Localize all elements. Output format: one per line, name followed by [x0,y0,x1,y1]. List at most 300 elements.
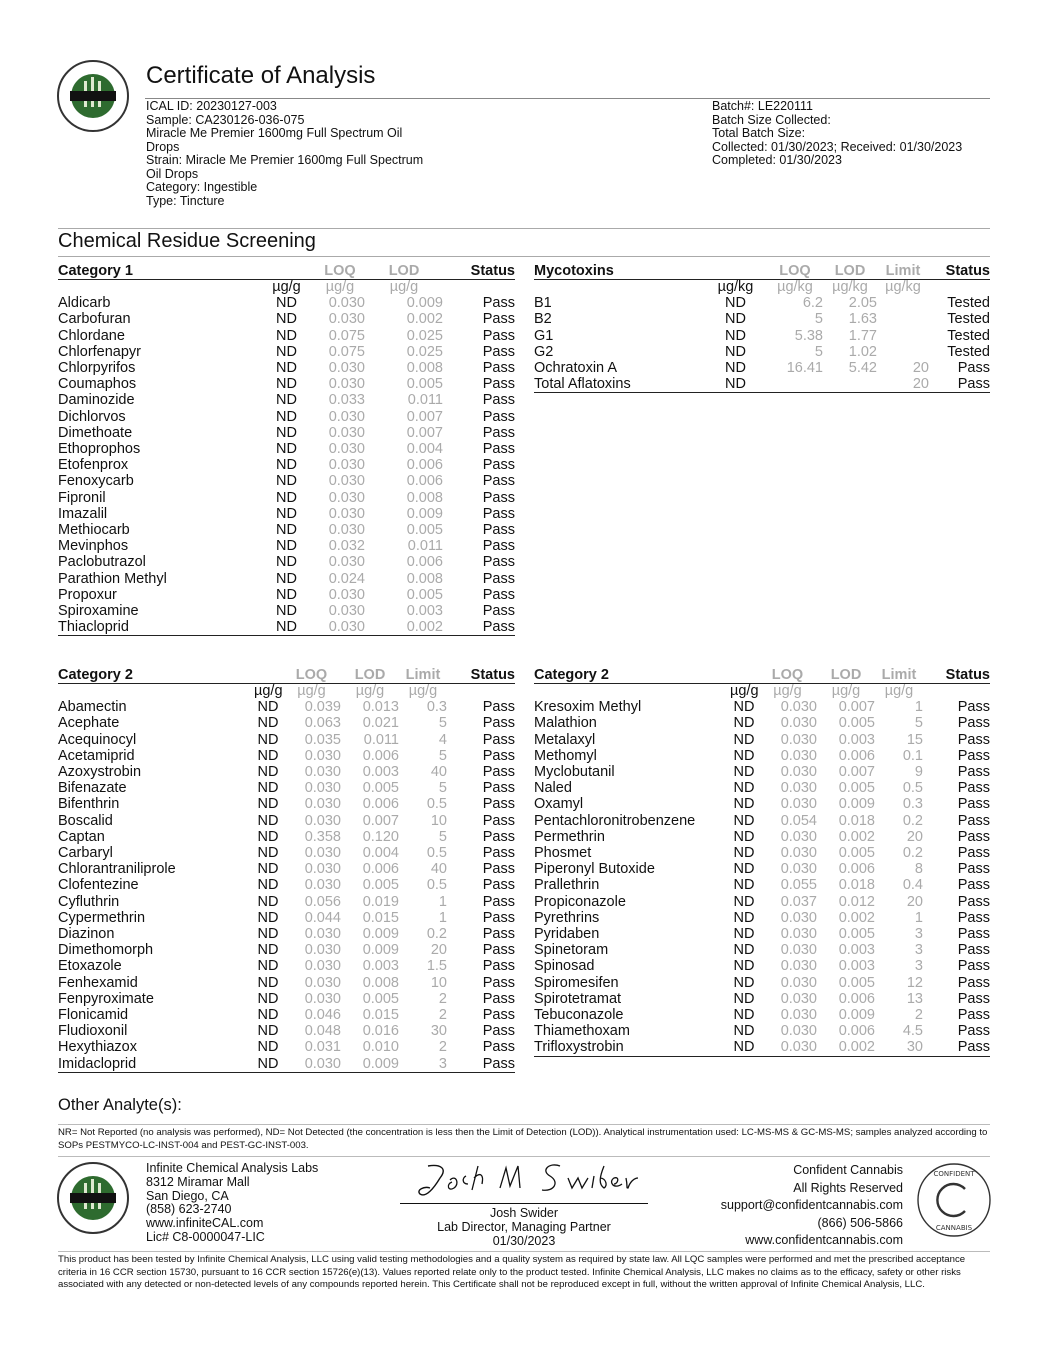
value-cell: ND [257,990,279,1007]
value-cell: 0.030 [328,311,365,328]
value-cell: 0.008 [362,974,399,991]
value-cell: 0.044 [304,909,341,926]
value-cell: Pass [957,747,990,764]
table-row [58,1023,515,1039]
analyte-name: Pyrethrins [534,909,600,926]
value-cell: 15 [906,731,923,748]
table-row [58,311,515,327]
value-cell: ND [254,1056,282,1073]
value-cell: 0.011 [407,538,443,555]
analyte-name: Ethoprophos [58,441,141,458]
table-row [534,295,990,311]
value-cell: 20 [430,942,447,959]
table-row [58,360,515,376]
table-row [58,796,515,812]
value-cell: ND [730,1039,758,1056]
value-cell: 0.004 [362,845,399,862]
value-cell: 0.030 [780,828,817,845]
column-header: Category 2 [58,667,254,684]
info-line: Completed: 01/30/2023 [712,153,842,167]
table-row [58,376,515,392]
value-cell: ND [733,699,755,716]
analyte-name: Diazinon [58,926,115,943]
table-row [58,328,515,344]
value-cell: ND [257,1007,279,1024]
value-cell: Pass [482,603,515,620]
value-cell: 0.008 [406,570,443,587]
value-cell: 0.007 [406,408,443,425]
table-row [534,829,990,845]
results-table [58,667,515,1073]
column-header: Status [923,667,990,684]
value-cell: ND [725,311,746,328]
analyte-name: Metalaxyl [534,731,596,748]
info-line: Miracle Me Premier 1600mg Full Spectrum Oil [146,126,403,140]
value-cell: 20 [906,893,923,910]
column-header: LOQ [315,263,365,280]
unit-cell [929,280,990,296]
lab-line: Infinite Chemical Analysis Labs [146,1161,319,1175]
value-cell: Pass [482,877,515,894]
value-cell: 0.030 [780,780,817,797]
analyte-name: Spiroxamine [58,603,139,620]
value-cell: 0.005 [838,974,875,991]
value-cell: 0.006 [838,990,875,1007]
value-cell: Pass [482,893,515,910]
value-cell: 0.025 [406,343,443,360]
value-cell: Tested [947,343,990,360]
value-cell: 0.031 [304,1039,341,1056]
value-cell: 0.030 [758,1039,817,1056]
table-row [58,1056,515,1073]
table-row [58,1007,515,1023]
value-cell: 1.63 [848,311,877,328]
value-cell: ND [733,764,755,781]
table-row [58,441,515,457]
analyte-name: Chlorpyrifos [58,360,136,377]
value-cell [877,295,929,311]
value-cell: 1.77 [848,327,877,344]
cc-line: Confident Cannabis [793,1163,903,1177]
table-row [534,344,990,360]
value-cell: 0.063 [304,715,341,732]
value-cell: Pass [957,1023,990,1040]
analyte-name: Imazalil [58,505,108,522]
value-cell: ND [257,861,279,878]
cc-line: (866) 506-5866 [817,1215,903,1230]
table-row [58,926,515,942]
table-row [58,490,515,506]
value-cell: ND [258,619,315,636]
value-cell: 0.012 [838,893,875,910]
table-row [58,619,515,636]
table-row [58,409,515,425]
value-cell: ND [257,1023,279,1040]
table-row [58,554,515,570]
value-cell: Pass [482,457,515,474]
value-cell: 5 [914,715,923,732]
value-cell: Pass [482,715,515,732]
signer-name: Josh Swider [489,1206,559,1220]
info-line: Collected: 01/30/2023; Received: 01/30/2023 [712,139,963,154]
analyte-name: Bifenthrin [58,796,120,813]
table-row [58,780,515,796]
value-cell: 0.009 [406,505,443,522]
other-analytes-title: Other Analyte(s): [58,1096,182,1114]
value-cell: 0.030 [780,699,817,716]
results-table [534,263,990,393]
value-cell: Pass [482,295,515,312]
mycotoxins-table [534,263,990,393]
analyte-name: Fludioxonil [58,1023,128,1040]
table-row [534,748,990,764]
analyte-name: Methomyl [534,747,597,764]
value-cell: 3 [914,958,923,975]
value-cell: ND [257,780,279,797]
value-cell: 16.41 [786,360,823,377]
analyte-name: Aldicarb [58,295,111,312]
table-row [534,813,990,829]
notes-bottom-divider [58,1156,990,1157]
analyte-name: Cyfluthrin [58,893,120,910]
value-cell: 0.030 [304,845,341,862]
value-cell: 10 [430,974,447,991]
value-cell: 0.030 [328,424,365,441]
unit-cell: µg/g [730,683,759,700]
value-cell: 0.015 [362,909,399,926]
value-cell: 0.030 [328,408,365,425]
value-cell: 0.046 [304,1007,341,1024]
value-cell: 0.007 [362,812,399,829]
value-cell: Pass [482,926,515,943]
column-header: Status [447,667,515,684]
analyte-name: Captan [58,828,105,845]
value-cell: ND [733,796,755,813]
analyte-name: Bifenazate [58,780,127,797]
value-cell: 20 [906,828,923,845]
column-header: Status [929,263,990,280]
info-line: Total Batch Size: [712,126,806,140]
value-cell: 0.3 [902,796,923,813]
value-cell: 5 [438,747,447,764]
value-cell: 0.030 [780,747,817,764]
analyte-name: Cypermethrin [58,909,146,926]
value-cell: ND [733,990,755,1007]
value-cell: 0.002 [817,1039,875,1056]
value-cell: 0.030 [780,731,817,748]
value-cell: 30 [430,1023,447,1040]
unit-cell: µg/kg [832,279,868,296]
sample-info [146,100,423,208]
table-row [58,732,515,748]
notes-text: NR= Not Reported (no analysis was performed), ND= Not Detected (the concentration is less then the Limit of Detection (LOD)). Analytical instrumentation used: LC-MS-MS & GC-MS-MS; samples analyzed according to SOPs PESTMYCO-LC-INST-004 and PEST-GC-INST-003. [58,1127,988,1151]
value-cell: 0.030 [328,441,365,458]
table-row [58,845,515,861]
value-cell: Tested [947,311,990,328]
value-cell: 0.003 [838,942,875,959]
table-row [534,845,990,861]
category2-table-left [58,667,515,1073]
unit-cell: µg/g [773,683,802,700]
cc-website-link[interactable]: www.confidentcannabis.com [745,1233,903,1247]
value-cell: 0.009 [406,295,443,312]
lab-website-link[interactable]: www.infiniteCAL.com [146,1216,264,1231]
value-cell: 0.030 [328,457,365,474]
table-row [534,796,990,812]
units-row [534,280,990,296]
unit-cell: µg/g [355,683,385,700]
value-cell: 0.030 [780,845,817,862]
column-header [704,263,767,280]
value-cell: 0.007 [406,424,443,441]
table-row [534,975,990,991]
value-cell: 0.030 [304,861,341,878]
value-cell: Pass [447,1056,515,1073]
table-row [534,861,990,877]
cc-email-link[interactable]: support@confidentcannabis.com [720,1198,903,1212]
value-cell: Pass [957,958,990,975]
value-cell: ND [257,942,279,959]
table-row [58,344,515,360]
value-cell [767,376,823,393]
value-cell: Pass [957,780,990,797]
value-cell: 0.004 [406,441,443,458]
value-cell: 0.002 [365,619,443,636]
value-cell: Pass [957,974,990,991]
value-cell: Pass [482,424,515,441]
value-cell: ND [257,812,279,829]
table-row [58,538,515,554]
value-cell: 0.010 [362,1039,399,1056]
value-cell: 0.033 [328,392,365,409]
value-cell: Pass [482,861,515,878]
value-cell: ND [733,780,755,797]
table-row [58,975,515,991]
value-cell: Pass [482,441,515,458]
value-cell [877,328,929,344]
value-cell: 0.018 [838,812,875,829]
info-line: Batch#: LE220111 [712,99,814,113]
value-cell: ND [276,343,297,360]
table-row [58,473,515,489]
value-cell: ND [257,747,279,764]
table-row [534,910,990,926]
analyte-name: Chlorfenapyr [58,343,142,360]
analyte-name: Parathion Methyl [58,570,167,587]
value-cell: 0.005 [838,715,875,732]
value-cell: Pass [923,1039,990,1056]
value-cell: 0.2 [426,926,447,943]
unit-cell [58,280,258,296]
value-cell: 0.030 [304,877,341,894]
value-cell: Pass [957,877,990,894]
analyte-name: Ochratoxin A [534,360,618,377]
svg-text:CANNABIS: CANNABIS [935,1224,973,1232]
info-line: Type: Tincture [146,193,225,208]
value-cell: ND [276,424,297,441]
table-row [534,991,990,1007]
value-cell: ND [733,828,755,845]
value-cell: 20 [877,376,929,393]
table-header [58,263,515,280]
lab-line: (858) 623-2740 [146,1202,232,1217]
value-cell: ND [276,603,297,620]
page-title: Certificate of Analysis [146,62,376,89]
value-cell: ND [725,360,746,377]
column-header: Category 2 [534,667,730,684]
signer-date: 01/30/2023 [492,1234,556,1248]
analyte-name: Coumaphos [58,376,137,393]
column-header [258,263,315,280]
value-cell: 0.006 [838,747,875,764]
table-row [534,732,990,748]
value-cell: 0.013 [362,699,399,716]
value-cell: 0.030 [780,909,817,926]
value-cell: 2.05 [848,295,877,312]
results-table [58,263,515,636]
table-header [534,263,990,280]
value-cell: Pass [482,958,515,975]
value-cell: ND [276,392,297,409]
analyte-name: Pentachloronitrobenzene [534,812,696,829]
value-cell: 0.016 [362,1023,399,1040]
value-cell: ND [276,360,297,377]
value-cell: 0.009 [838,796,875,813]
unit-cell: µg/kg [885,279,921,296]
analyte-name: Dimethoate [58,424,133,441]
column-header: LOQ [758,667,817,684]
value-cell: 5 [438,715,447,732]
signer-block [400,1206,648,1248]
value-cell: 2 [914,1007,923,1024]
value-cell: 20 [912,360,929,377]
info-line: Sample: CA230126-036-075 [146,112,305,127]
value-cell: 3 [914,926,923,943]
column-header [254,667,282,684]
units-row [534,684,990,700]
value-cell: 3 [399,1056,447,1073]
table-row [534,699,990,715]
svg-text:CONFIDENT: CONFIDENT [933,1170,975,1178]
value-cell: 0.003 [406,603,443,620]
table-row [58,699,515,715]
value-cell: Pass [482,845,515,862]
value-cell: 0.030 [780,764,817,781]
analyte-name: Piperonyl Butoxide [534,861,655,878]
results-table [534,667,990,1057]
signature [400,1158,648,1200]
table-row [534,877,990,893]
analyte-name: Paclobutrazol [58,554,146,571]
value-cell: 0.030 [304,780,341,797]
lab-address [146,1162,318,1245]
value-cell: ND [725,327,746,344]
value-cell: 1 [914,909,923,926]
value-cell: ND [257,764,279,781]
analyte-name: Mevinphos [58,538,129,555]
value-cell: 0.075 [328,343,365,360]
value-cell: 0.024 [328,570,365,587]
analyte-name: Prallethrin [534,877,600,894]
value-cell: 0.030 [304,796,341,813]
table-row [534,360,990,376]
table-row [58,295,515,311]
analyte-name: Kresoxim Methyl [534,699,642,716]
value-cell: 0.005 [406,522,443,539]
table-row [534,715,990,731]
value-cell: ND [733,715,755,732]
value-cell: 1 [438,893,447,910]
info-line: Batch Size Collected: [712,112,831,127]
value-cell: Pass [957,699,990,716]
value-cell: ND [257,715,279,732]
cc-contact [680,1162,903,1250]
value-cell: ND [276,554,297,571]
value-cell: ND [733,877,755,894]
value-cell: Pass [482,909,515,926]
value-cell: 0.006 [406,457,443,474]
table-row [58,1039,515,1055]
unit-cell: µg/g [325,279,355,296]
table-row [534,376,990,393]
value-cell: 0.005 [362,990,399,1007]
value-cell: Pass [957,845,990,862]
unit-cell: µg/g [272,279,301,296]
value-cell: Pass [957,360,990,377]
column-header [730,667,758,684]
value-cell: 0.030 [780,942,817,959]
value-cell: ND [733,893,755,910]
table-row [534,780,990,796]
value-cell: Pass [957,909,990,926]
analyte-name: Dimethomorph [58,942,154,959]
value-cell: 9 [914,764,923,781]
value-cell: 0.030 [780,958,817,975]
value-cell: Pass [482,812,515,829]
value-cell: 0.021 [362,715,399,732]
table-row [534,958,990,974]
value-cell: ND [257,877,279,894]
value-cell: 0.011 [363,731,399,748]
value-cell: ND [276,441,297,458]
value-cell: 5 [438,780,447,797]
value-cell: ND [257,699,279,716]
section-bottom-divider [58,256,990,257]
info-line: ICAL ID: 20230127-003 [146,99,277,113]
value-cell: Pass [482,505,515,522]
table-row [58,894,515,910]
table-row [58,748,515,764]
value-cell: 5.38 [794,327,823,344]
value-cell: 0.005 [362,780,399,797]
value-cell: 0.030 [780,926,817,943]
value-cell: Pass [482,828,515,845]
table-row [534,1023,990,1039]
value-cell: ND [733,909,755,926]
unit-cell [923,684,990,700]
value-cell: Pass [482,699,515,716]
value-cell: 0.030 [328,489,365,506]
value-cell: 5.42 [848,360,877,377]
value-cell: Pass [482,360,515,377]
column-header: Limit [399,667,447,684]
table-row [58,603,515,619]
value-cell: 0.006 [838,1023,875,1040]
table-row [58,942,515,958]
analyte-name: Phosmet [534,845,592,862]
analyte-name: Acetamiprid [58,747,135,764]
column-header: Status [443,263,515,280]
